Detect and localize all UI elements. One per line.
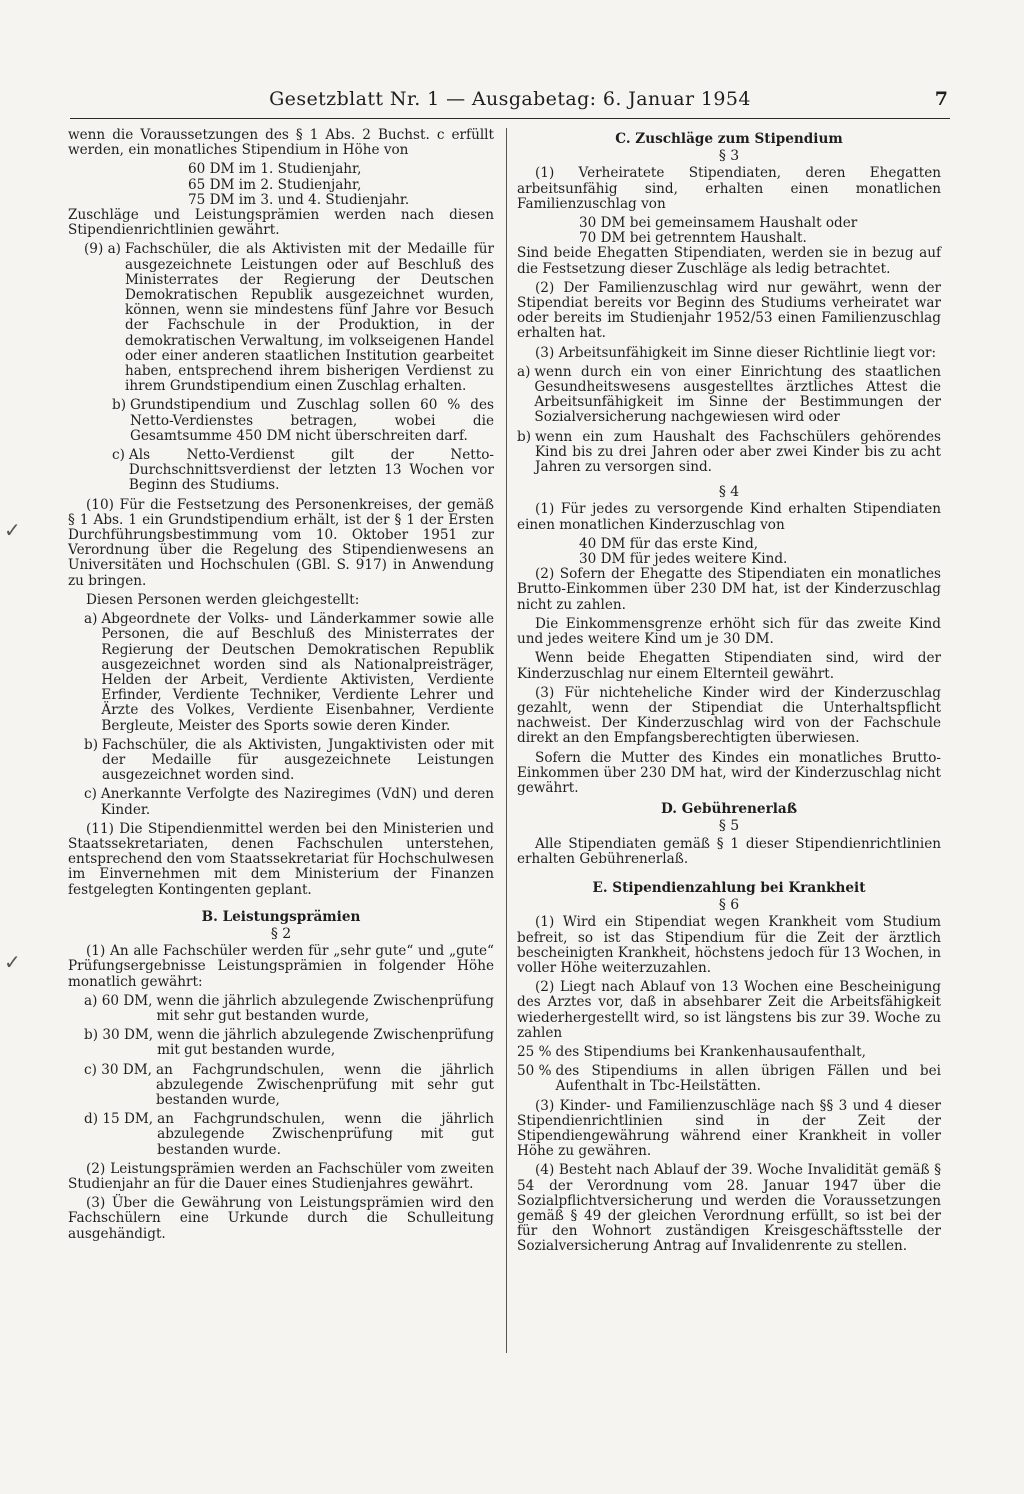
item-label: 25 % <box>517 1043 552 1060</box>
paragraph-sign: § 2 <box>270 925 292 942</box>
list-item <box>84 612 494 734</box>
item-text: Fachschüler, die als Aktivisten, Jungaktivisten oder mit der Medaille für ausgezeichnete Leistungen ausgezeichnet worden sind. <box>102 736 494 784</box>
paragraph-sign: § 3 <box>718 148 740 165</box>
item-label: b) <box>112 397 127 414</box>
paragraph: (1) Für jedes zu versorgende Kind erhalten Stipendiaten einen monatlichen Kinderzuschlag von <box>517 501 941 533</box>
paragraph-sign: § 6 <box>718 897 740 914</box>
item-text: Fachschüler, die als Aktivisten mit der Medaille für ausgezeichnete Leistungen oder auf Beschluß des Ministerrates der Regierung der Deutschen Demokratischen Republik ausgezeichnet wurden, können, wenn sie mindestens fünf Jahre vor Besuch der Fachschule in der Produktion, in der demokratischen Verwaltung, im volkseigenen Handel oder einer anderen staatlichen Institution gearbeitet haben, entsprechend ihrem bisherigen Verdienst zu ihrem Grundstipendium einen Zuschlag erhalten. <box>125 241 494 395</box>
list-item <box>517 1045 941 1060</box>
section-heading: C. Zuschläge zum Stipendium <box>615 131 843 147</box>
paragraph: Sofern die Mutter des Kindes ein monatliches Brutto-Einkommen über 230 DM hat, wird der Kinderzuschlag nicht gewährt. <box>517 749 941 796</box>
item-text: des Stipendiums in allen übrigen Fällen und bei Aufenthalt in Tbc-Heilstätten. <box>555 1063 941 1095</box>
item-label: (9) a) <box>84 241 121 258</box>
item-label: a) <box>517 363 531 380</box>
item-text: Abgeordnete der Volks- und Länderkammer sowie alle Personen, die auf Beschluß des Ministerrates der Regierung der Deutschen Demokratischen Republik ausgezeichnet worden sind als Nationalpreisträger, Helden der Arbeit, Verdiente Aktivisten, Verdiente Erfinder, Verdiente Techniker, Verdiente Lehrer und Ärzte des Volkes, Verdiente Eisenbahner, Verdiente Bergleute, Meister des Sports sowie deren Kinder. <box>101 611 494 734</box>
header-title: Gesetzblatt Nr. 1 — Ausgabetag: 6. Januar 1954 <box>269 88 751 110</box>
paragraph: Diesen Personen werden gleichgestellt: <box>86 591 360 608</box>
item-label: c) <box>84 786 97 803</box>
paragraph: (2) Liegt nach Ablauf von 13 Wochen eine Bescheinigung des Arztes vor, daß in absehbarer Zeit die Arbeitsfähigkeit wiederhergestellt wird, so ist längstens bis zur 39. Woche zu zahlen <box>517 979 941 1041</box>
item-label: a) <box>84 611 98 628</box>
item-label: b) <box>517 428 532 445</box>
list-item <box>84 738 494 784</box>
item-text: wenn die jährlich abzulegende Zwischenprüfung mit gut bestanden wurde, <box>157 1027 494 1059</box>
item-text: wenn durch ein von einer Einrichtung des staatlichen Gesundheitswesens ausgestelltes ärztliches Attest die Arbeitsunfähigkeit im Sinne der Bestimmungen der Sozialversicherung nachgewiesen wird oder <box>534 363 941 426</box>
paragraph: (1) Wird ein Stipendiat wegen Krankheit vom Studium befreit, so ist das Stipendium für die Zeit der ärztlich bescheinigten Krankheit, höchstens jedoch für 13 Wochen, in voller Höhe weiterzuzahlen. <box>517 914 941 976</box>
paragraph: (4) Besteht nach Ablauf der 39. Woche Invalidität gemäß § 54 der Verordnung vom 28. Januar 1947 über die Sozialpflichtversicherung und werden die Voraussetzungen gemäß § 49 der gleichen Verordnung erfüllt, so ist bei der für den Wohnort zuständigen Kreisgeschäftsstelle der Sozialversicherung Antrag auf Invalidenrente zu stellen. <box>517 1162 941 1255</box>
item-text: wenn die jährlich abzulegende Zwischenprüfung mit sehr gut bestanden wurde, <box>156 992 494 1024</box>
item-label: b) 30 DM, <box>84 1027 154 1044</box>
item-label: 50 % <box>517 1063 552 1080</box>
list-item <box>517 365 941 426</box>
paragraph: (2) Leistungsprämien werden an Fachschüler vom zweiten Studienjahr an für die Dauer eines Studienjahres gewährt. <box>68 1160 494 1192</box>
paragraph: Alle Stipendiaten gemäß § 1 dieser Stipendienrichtlinien erhalten Gebührenerlaß. <box>517 835 941 867</box>
amount-line: 30 DM für jedes weitere Kind. <box>579 551 788 568</box>
paragraph: (10) Für die Festsetzung des Personenkreises, der gemäß § 1 Abs. 1 ein Grundstipendium erhält, ist der § 1 der Ersten Durchführungsbestimmung vom 10. Oktober 1951 zur Verordnung über die Regelung des Stipendienwesens an Universitäten und Hochschulen (GBl. S. 917) in Anwendung zu bringen. <box>68 496 494 589</box>
amount-line: 65 DM im 2. Studienjahr, <box>188 176 362 193</box>
paragraph: (3) Über die Gewährung von Leistungsprämien wird den Fachschülern eine Urkunde durch die Schulleitung ausgehändigt. <box>68 1195 494 1242</box>
paragraph: Zuschläge und Leistungsprämien werden nach diesen Stipendienrichtlinien gewährt. <box>68 207 494 239</box>
item-text: Grundstipendium und Zuschlag sollen 60 % des Netto-Verdienstes betragen, wobei die Gesamtsumme 450 DM nicht überschreiten darf. <box>130 397 494 444</box>
item-text: Anerkannte Verfolgte des Naziregimes (VdN) und deren Kinder. <box>100 786 494 818</box>
item-text: Als Netto-Verdienst gilt der Netto-Durchschnittsverdienst der letzten 13 Wochen vor Beginn des Studiums. <box>128 447 494 494</box>
page-number: 7 <box>934 88 948 110</box>
list-item <box>517 430 941 476</box>
item-label: b) <box>84 736 99 753</box>
column-divider <box>506 128 507 1353</box>
paragraph: (1) Verheiratete Stipendiaten, deren Ehegatten arbeitsunfähig sind, erhalten einen monatlichen Familienzuschlag von <box>517 165 941 212</box>
section-heading: E. Stipendienzahlung bei Krankheit <box>592 879 866 896</box>
section-heading: B. Leistungsprämien <box>201 908 361 925</box>
list-item <box>84 994 494 1024</box>
paragraph: (1) An alle Fachschüler werden für „sehr gute“ und „gute“ Prüfungsergebnisse Leistungsprämien in folgender Höhe monatlich gewährt: <box>68 943 494 990</box>
amount-line: 70 DM bei getrenntem Haushalt. <box>579 230 807 247</box>
margin-checkmark: ✓ <box>4 950 21 974</box>
list-item <box>84 1028 494 1058</box>
list-item <box>84 1112 494 1158</box>
paragraph: (11) Die Stipendienmittel werden bei den Ministerien und Staatssekretariaten, denen Fachschulen unterstehen, entsprechend den vom Staatssekretariat für Hochschulwesen im Einvernehmen mit dem Ministerium der Finanzen festgelegten Kontingenten geplant. <box>68 820 495 898</box>
list-item <box>84 242 494 394</box>
amount-line: 40 DM für das erste Kind, <box>579 535 759 552</box>
list-item <box>112 448 494 494</box>
list-item <box>84 1063 494 1109</box>
paragraph: (3) Kinder- und Familienzuschläge nach §§ 3 und 4 dieser Stipendienrichtlinien sind in der Zeit der Stipendiengewährung während einer Krankheit in voller Höhe zu gewähren. <box>517 1097 941 1160</box>
page-header <box>70 88 950 119</box>
list-item <box>517 1064 941 1094</box>
amount-line: 75 DM im 3. und 4. Studienjahr. <box>188 191 410 208</box>
paragraph: Die Einkommensgrenze erhöht sich für das zweite Kind und jedes weitere Kind um je 30 DM. <box>517 615 941 648</box>
amount-line: 60 DM im 1. Studienjahr, <box>188 161 362 178</box>
right-column <box>517 128 941 1259</box>
item-text: an Fachgrundschulen, wenn die jährlich abzulegende Zwischenprüfung mit gut bestanden wurde. <box>157 1111 494 1158</box>
section-heading: D. Gebührenerlaß <box>660 801 798 818</box>
paragraph: (3) Arbeitsunfähigkeit im Sinne dieser Richtlinie liegt vor: <box>535 344 937 361</box>
paragraph-sign: § 5 <box>718 818 740 835</box>
paragraph: Wenn beide Ehegatten Stipendiaten sind, wird der Kinderzuschlag nur einem Elternteil gewährt. <box>517 650 941 682</box>
paragraph-sign: § 4 <box>718 484 740 501</box>
list-item <box>112 398 494 444</box>
margin-checkmark: ✓ <box>4 518 21 542</box>
paragraph: wenn die Voraussetzungen des § 1 Abs. 2 Buchst. c erfüllt werden, ein monatliches Stipendium in Höhe von <box>68 127 494 159</box>
item-text: des Stipendiums bei Krankenhausaufenthalt, <box>555 1043 866 1060</box>
item-label: c) 30 DM, <box>84 1061 152 1078</box>
item-text: wenn ein zum Haushalt des Fachschülers gehörendes Kind bis zu drei Jahren oder aber zwei Kinder bis zu acht Jahren zu versorgen sind. <box>535 428 941 476</box>
left-column <box>68 128 494 1246</box>
paragraph: Sind beide Ehegatten Stipendiaten, werden sie in bezug auf die Festsetzung dieser Zuschläge als ledig betrachtet. <box>517 245 941 277</box>
item-label: c) <box>112 447 125 464</box>
item-label: d) 15 DM, <box>84 1111 154 1128</box>
item-text: an Fachgrundschulen, wenn die jährlich abzulegende Zwischenprüfung mit sehr gut bestanden wurde, <box>156 1061 494 1108</box>
paragraph: (2) Sofern der Ehegatte des Stipendiaten ein monatliches Brutto-Einkommen über 230 DM hat, ist der Kinderzuschlag nicht zu zahlen. <box>517 566 941 613</box>
item-label: a) 60 DM, <box>84 992 153 1009</box>
list-item <box>84 787 494 817</box>
paragraph: (3) Für nichteheliche Kinder wird der Kinderzuschlag gezahlt, wenn der Stipendiat die Unterhaltspflicht nachweist. Der Kinderzuschlag wird von der Fachschule direkt an den Empfangsberechtigten überwiesen. <box>517 684 941 747</box>
paragraph: (2) Der Familienzuschlag wird nur gewährt, wenn der Stipendiat bereits vor Beginn des Studiums verheiratet war oder bereits im Studienjahr 1952/53 einen Familienzuschlag erhalten hat. <box>517 279 941 342</box>
amount-line: 30 DM bei gemeinsamem Haushalt oder <box>579 215 858 232</box>
